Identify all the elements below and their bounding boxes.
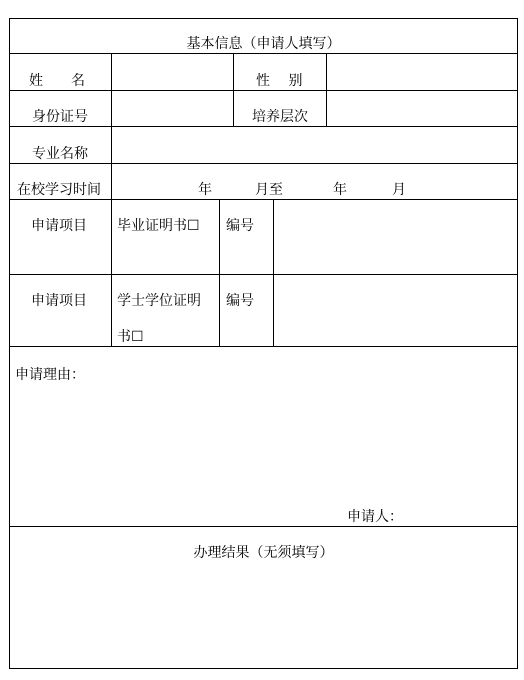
number-label: 编号: [226, 293, 254, 309]
degree-certificate-checkbox-line2[interactable]: 书☐: [117, 329, 144, 345]
id-number-field[interactable]: [112, 91, 233, 126]
column-divider: [219, 199, 220, 346]
name-field[interactable]: [112, 54, 233, 90]
training-level-label: 培养层次: [252, 109, 308, 125]
gender-field[interactable]: [327, 54, 517, 90]
gender-label: 性 别: [256, 73, 303, 89]
row-divider: [10, 163, 517, 164]
training-level-field[interactable]: [327, 91, 517, 126]
number-label: 编号: [226, 218, 254, 234]
row-divider: [10, 526, 517, 527]
applicant-signature-label: 申请人：: [347, 509, 403, 525]
study-period-label: 在校学习时间: [17, 182, 101, 198]
start-year-label: 年: [198, 182, 212, 198]
end-year-label: 年: [333, 182, 347, 198]
column-divider: [233, 53, 234, 126]
number-field[interactable]: [274, 200, 517, 274]
name-label: 姓 名: [29, 73, 85, 89]
id-number-label: 身份证号: [32, 109, 88, 125]
section-title: 基本信息（申请人填写）: [186, 36, 341, 52]
major-label: 专业名称: [32, 146, 88, 162]
application-form: [9, 18, 518, 669]
reason-field[interactable]: [10, 387, 517, 505]
application-item-label: 申请项目: [31, 218, 87, 234]
number-field[interactable]: [274, 275, 517, 346]
degree-certificate-checkbox-line1[interactable]: 学士学位证明: [117, 293, 201, 309]
row-divider: [10, 346, 517, 347]
major-field[interactable]: [112, 127, 517, 163]
start-month-to-label: 月至: [255, 182, 283, 198]
result-title: 办理结果（无须填写）: [193, 545, 334, 561]
reason-label: 申请理由：: [15, 367, 85, 383]
end-month-label: 月: [392, 182, 406, 198]
graduation-certificate-checkbox[interactable]: 毕业证明书☐: [117, 218, 200, 234]
application-item-label: 申请项目: [31, 293, 87, 309]
